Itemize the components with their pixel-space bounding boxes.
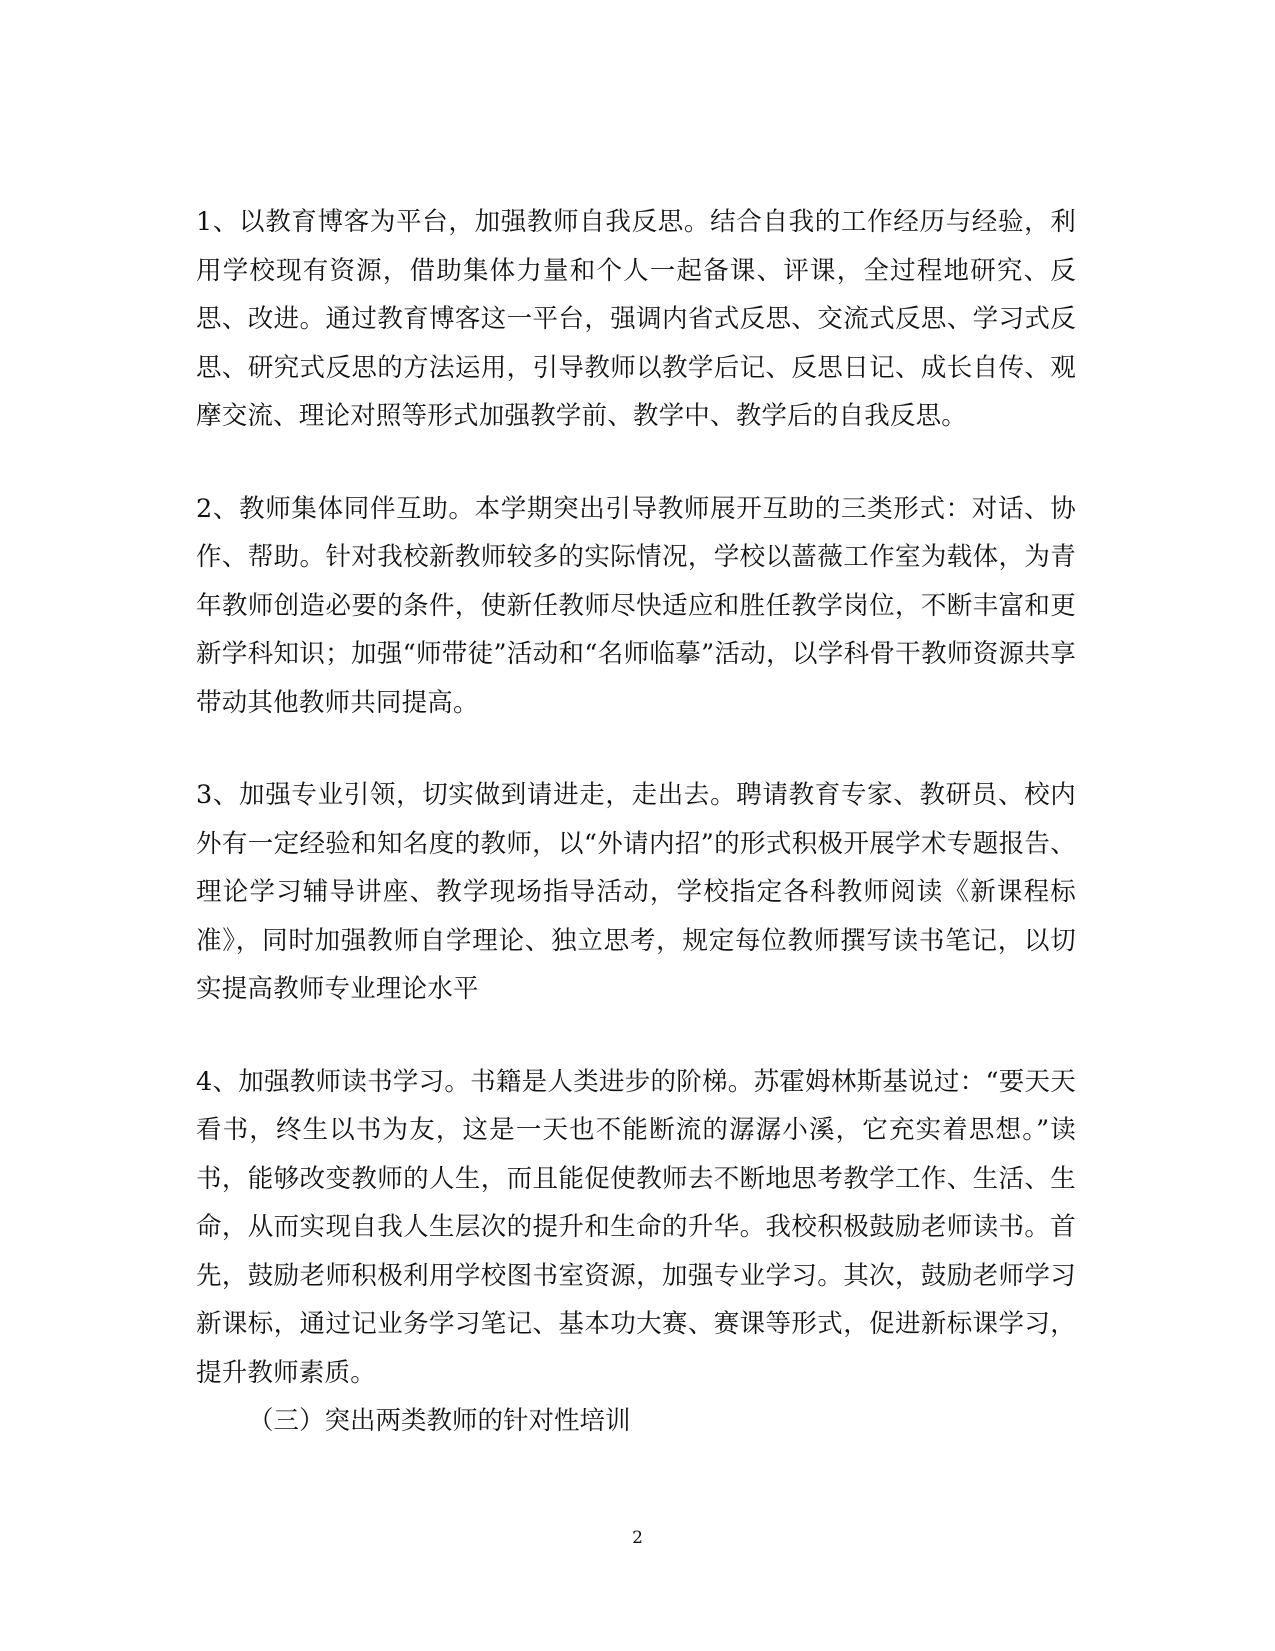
document-body [196,198,1076,1446]
paragraph-4: 4、加强教师读书学习。书籍是人类进步的阶梯。苏霍姆林斯基说过：“要天天看书，终生以书为友，这是一天也不能断流的潺潺小溪，它充实着思想。”读书，能够改变教师的人生，而且能促使教师去不断地思考教学工作、生活、生命，从而实现自我人生层次的提升和生命的升华。我校积极鼓励老师读书。首先，鼓励老师积极利用学校图书室资源，加强专业学习。其次，鼓励老师学习新课标，通过记业务学习笔记、基本功大赛、赛课等形式，促进新标课学习，提升教师素质。 [196,1066,1076,1388]
section-heading: （三）突出两类教师的针对性培训 [248,1406,631,1436]
paragraph-3: 3、加强专业引领，切实做到请进走，走出去。聘请教育专家、教研员、校内外有一定经验和知名度的教师，以“外请内招”的形式积极开展学术专题报告、理论学习辅导讲座、教学现场指导活动，学校指定各科教师阅读《新课程标准》，同时加强教师自学理论、独立思考，规定每位教师撰写读书笔记，以切实提高教师专业理论水平 [196,780,1076,1004]
paragraph-1: 1、以教育博客为平台，加强教师自我反思。结合自我的工作经历与经验，利用学校现有资源，借助集体力量和个人一起备课、评课，全过程地研究、反思、改进。通过教育博客这一平台，强调内省式反思、交流式反思、学习式反思、研究式反思的方法运用，引导教师以教学后记、反思日记、成长自传、观摩交流、理论对照等形式加强教学前、教学中、教学后的自我反思。 [196,207,1076,431]
paragraph-2: 2、教师集体同伴互助。本学期突出引导教师展开互助的三类形式：对话、协作、帮助。针对我校新教师较多的实际情况，学校以蔷薇工作室为载体，为青年教师创造必要的条件，使新任教师尽快适应和胜任教学岗位，不断丰富和更新学科知识；加强“师带徒”活动和“名师临摹”活动，以学科骨干教师资源共享带动其他教师共同提高。 [196,493,1076,718]
page-number: 2 [632,1528,643,1548]
